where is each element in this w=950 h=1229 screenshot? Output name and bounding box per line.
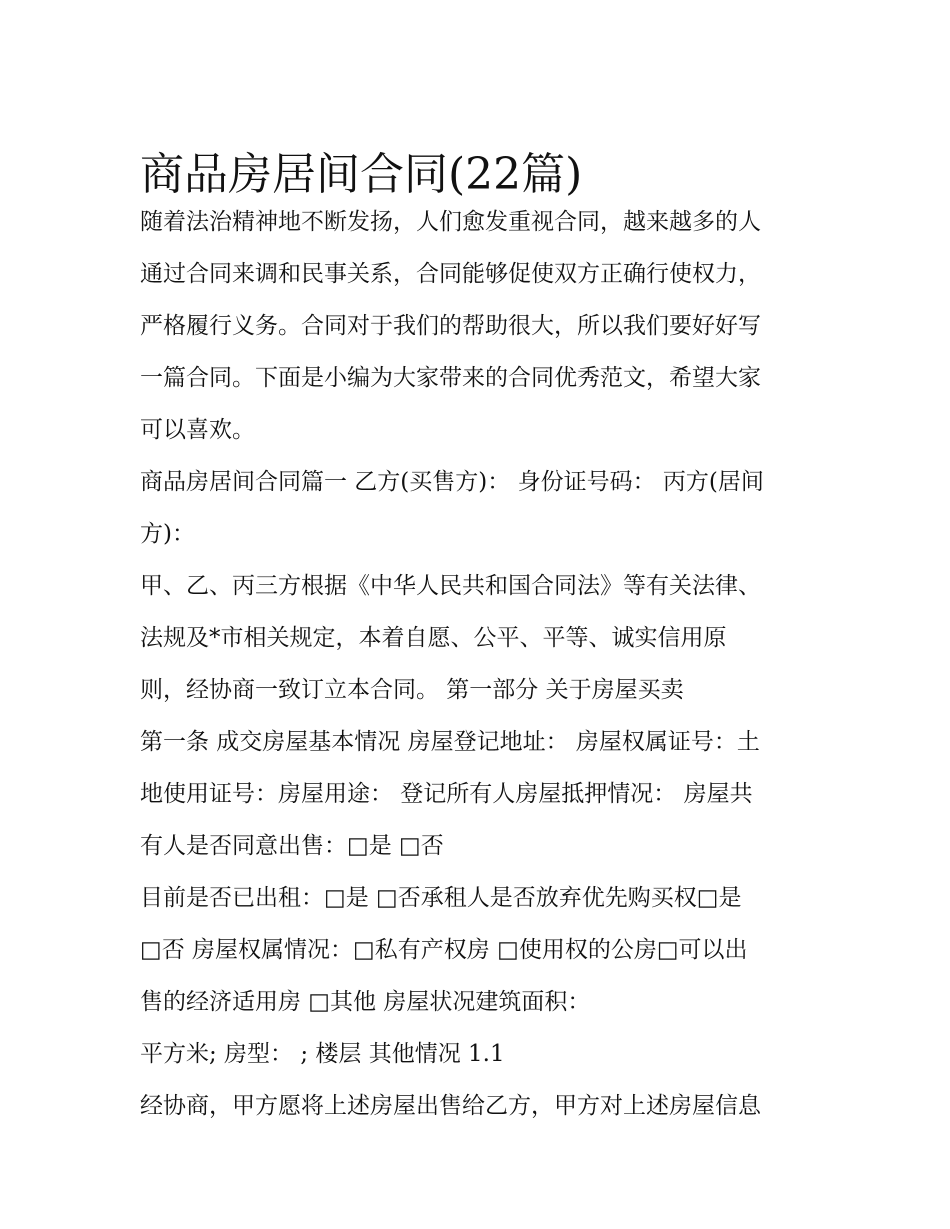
- body-line: 商品房居间合同篇一 乙方(买售方)： 身份证号码： 丙方(居间: [140, 469, 764, 495]
- body-line: □否 房屋权属情况：□私有产权房 □使用权的公房□可以出: [140, 937, 748, 963]
- body-line: 甲、乙、丙三方根据《中华人民共和国合同法》等有关法律、: [140, 573, 761, 599]
- body-line: 方)：: [140, 521, 195, 547]
- body-line: 随着法治精神地不断发扬，人们愈发重视合同，越来越多的人: [140, 209, 761, 235]
- body-line: 有人是否同意出售：□是 □否: [140, 833, 444, 859]
- body-line: 则，经协商一致订立本合同。 第一部分 关于房屋买卖: [140, 677, 684, 703]
- body-line: 严格履行义务。合同对于我们的帮助很大，所以我们要好好写: [140, 313, 761, 339]
- document-title: 商品房居间合同(22篇): [140, 149, 583, 201]
- body-line: 可以喜欢。: [140, 417, 255, 443]
- body-line: 通过合同来调和民事关系，合同能够促使双方正确行使权力，: [140, 261, 761, 287]
- body-line: 一篇合同。下面是小编为大家带来的合同优秀范文，希望大家: [140, 365, 761, 391]
- body-line: 法规及*市相关规定，本着自愿、公平、平等、诚实信用原: [140, 625, 727, 651]
- body-line: 平方米; 房型： ; 楼层 其他情况 1.1: [140, 1041, 505, 1067]
- body-line: 第一条 成交房屋基本情况 房屋登记地址： 房屋权属证号：土: [140, 729, 760, 755]
- body-line: 售的经济适用房 □其他 房屋状况建筑面积：: [140, 989, 591, 1015]
- body-line: 地使用证号：房屋用途： 登记所有人房屋抵押情况： 房屋共: [140, 781, 753, 807]
- body-line: 经协商，甲方愿将上述房屋出售给乙方，甲方对上述房屋信息: [140, 1093, 761, 1119]
- document-body: [140, 198, 830, 1134]
- body-line: 目前是否已出租：□是 □否承租人是否放弃优先购买权□是: [140, 885, 742, 911]
